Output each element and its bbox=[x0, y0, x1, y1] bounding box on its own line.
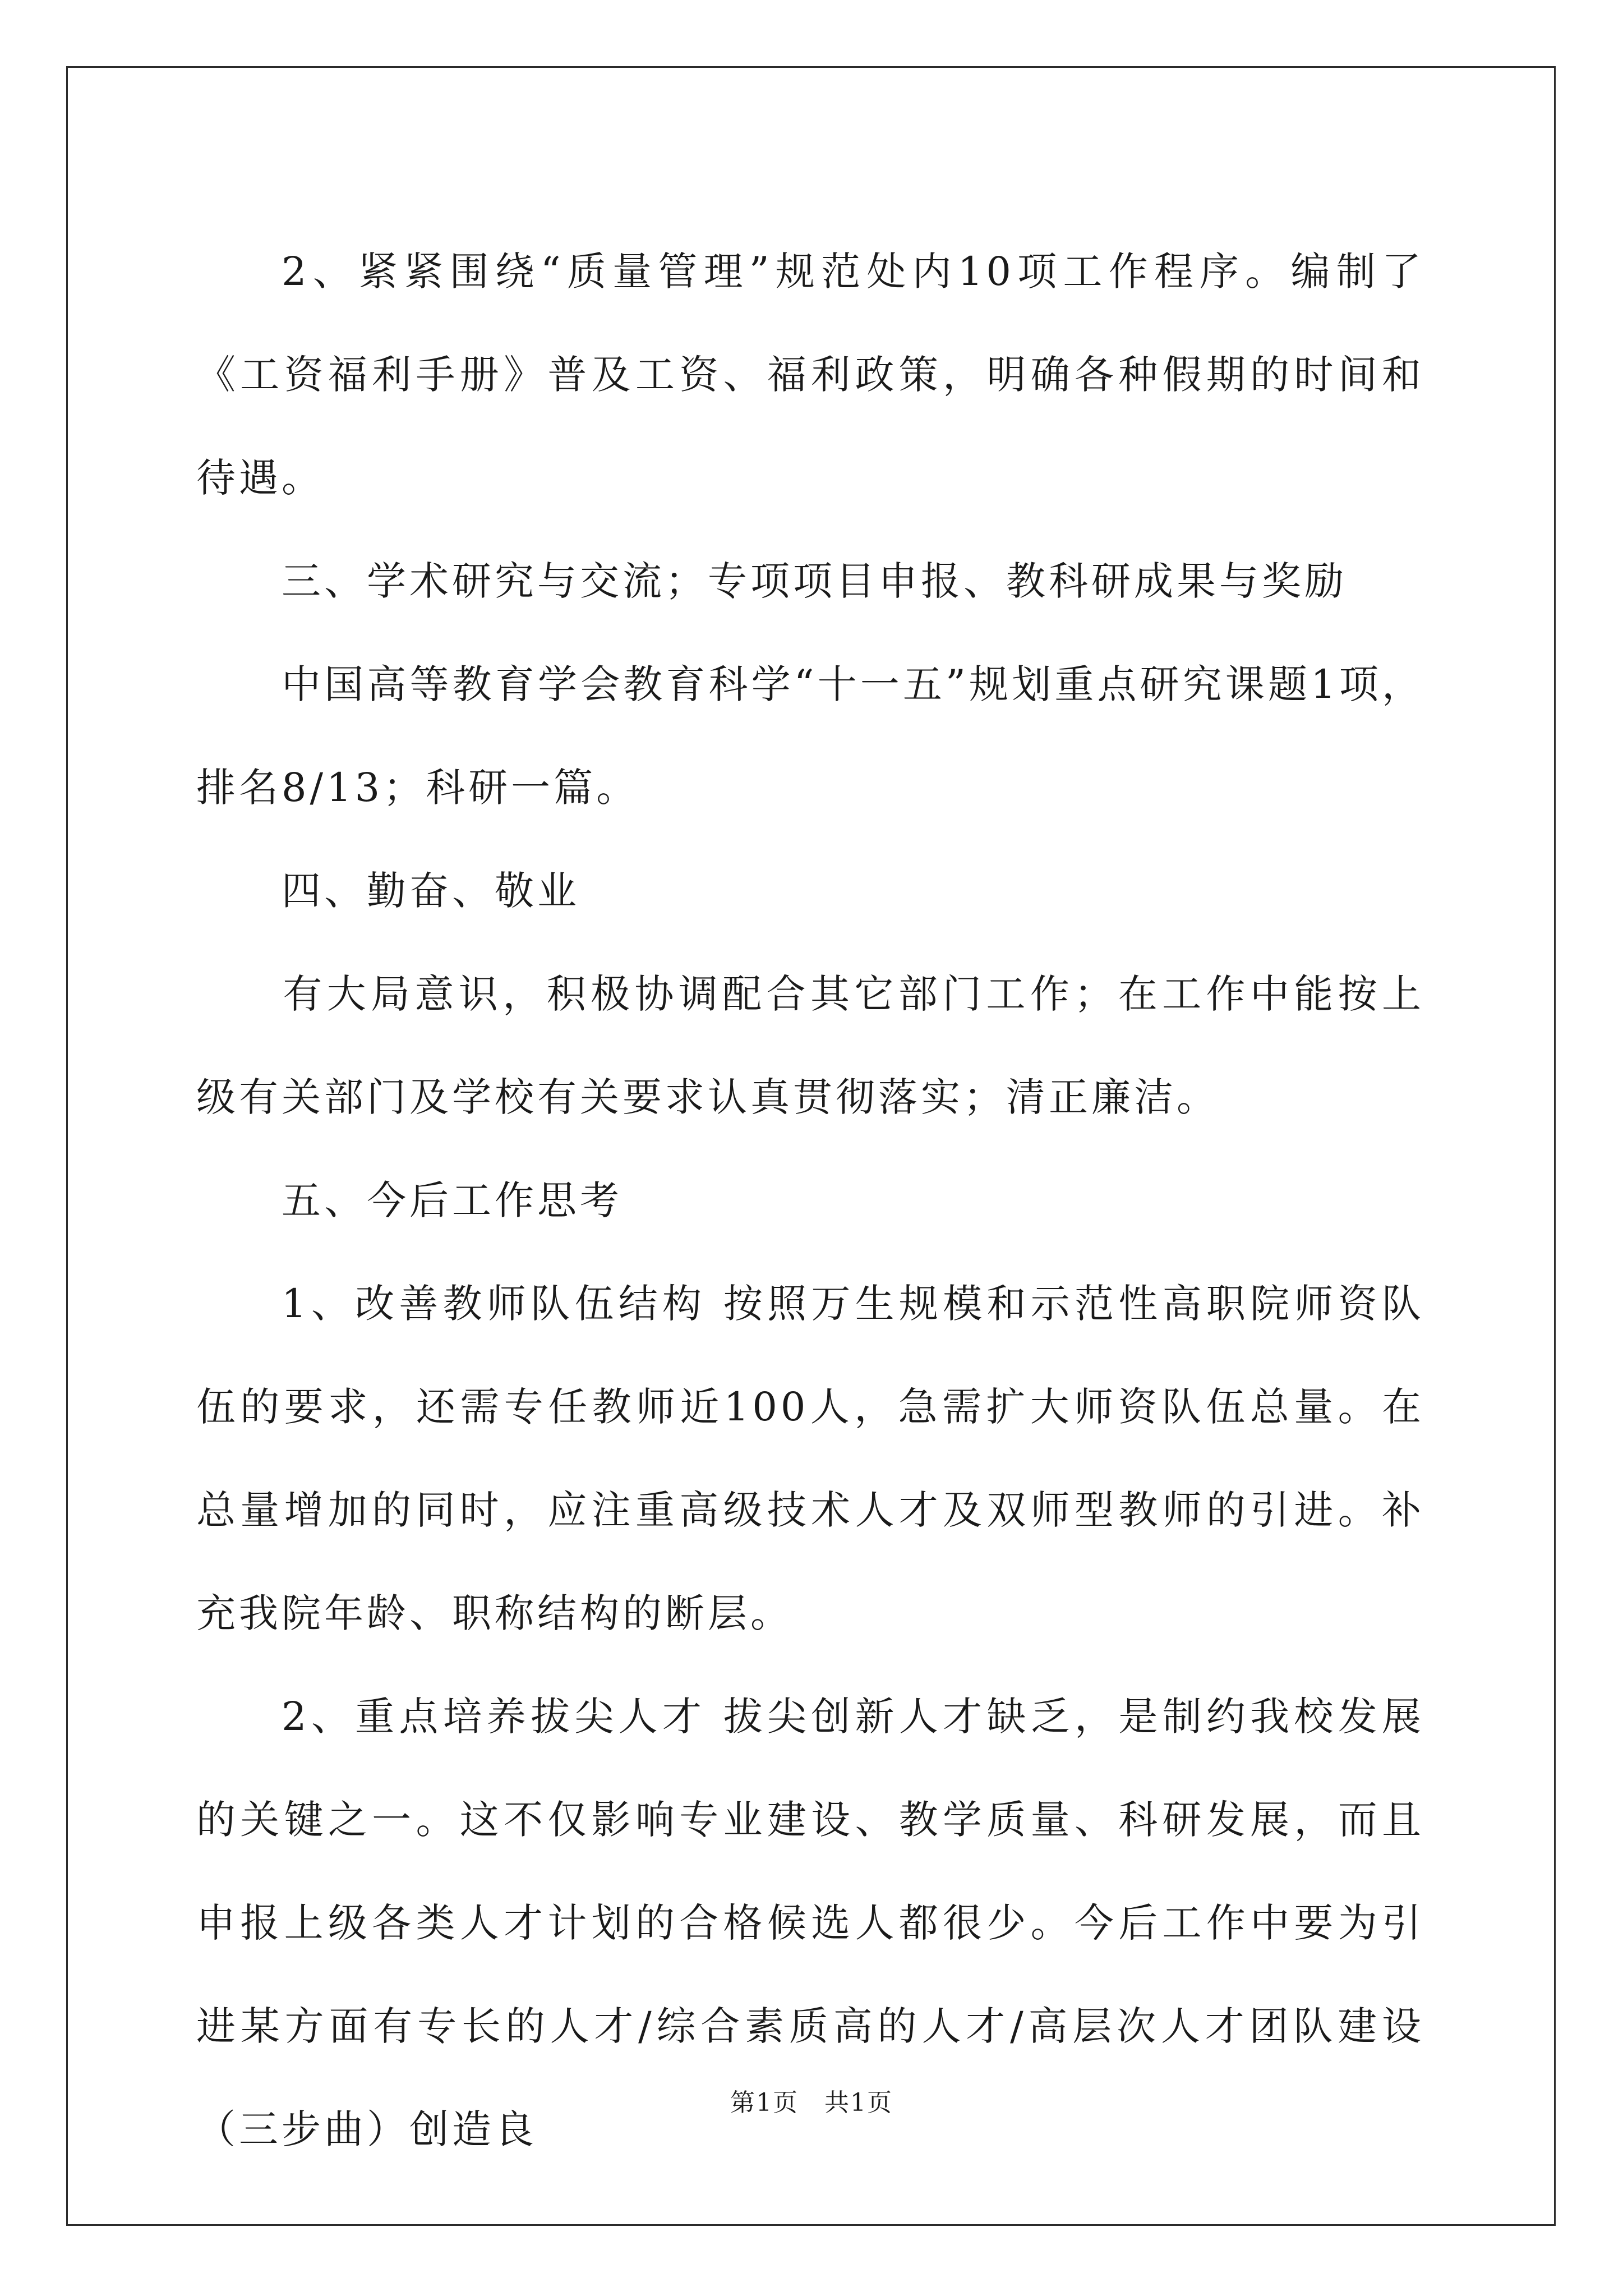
document-body bbox=[196, 220, 1424, 2181]
page-number-footer: 第1页 共1页 bbox=[730, 2088, 893, 2117]
heading-future-work: 五、今后工作思考 bbox=[282, 1177, 623, 1223]
paragraph-overall-awareness: 有大局意识，积极协调配合其它部门工作；在工作中能按上级有关部门及学校有关要求认真贯彻落实；清正廉洁。 bbox=[196, 971, 1424, 1120]
paragraph-teacher-structure: 1、改善教师队伍结构 按照万生规模和示范性高职院师资队伍的要求，还需专任教师近100人，急需扩大师资队伍总量。在总量增加的同时，应注重高级技术人才及双师型教师的引进。补充我院年龄、职称结构的断层。 bbox=[196, 1281, 1424, 1636]
heading-academic-research: 三、学术研究与交流；专项项目申报、教科研成果与奖励 bbox=[282, 558, 1347, 604]
heading-diligence: 四、勤奋、敬业 bbox=[282, 868, 580, 914]
paragraph-wage-handbook: 2、紧紧围绕“质量管理”规范处内10项工作程序。编制了《工资福利手册》普及工资、福利政策，明确各种假期的时间和待遇。 bbox=[196, 249, 1424, 501]
paragraph-top-talent: 2、重点培养拔尖人才 拔尖创新人才缺乏，是制约我校发展的关键之一。这不仅影响专业建设、教学质量、科研发展，而且申报上级各类人才计划的合格候选人都很少。今后工作中要为引进某方面有专长的人才/综合素质高的人才/高层次人才团队建设（三步曲）创造良 bbox=[196, 1694, 1424, 2152]
paragraph-research-project: 中国高等教育学会教育科学“十一五”规划重点研究课题1项，排名8/13；科研一篇。 bbox=[196, 661, 1424, 811]
